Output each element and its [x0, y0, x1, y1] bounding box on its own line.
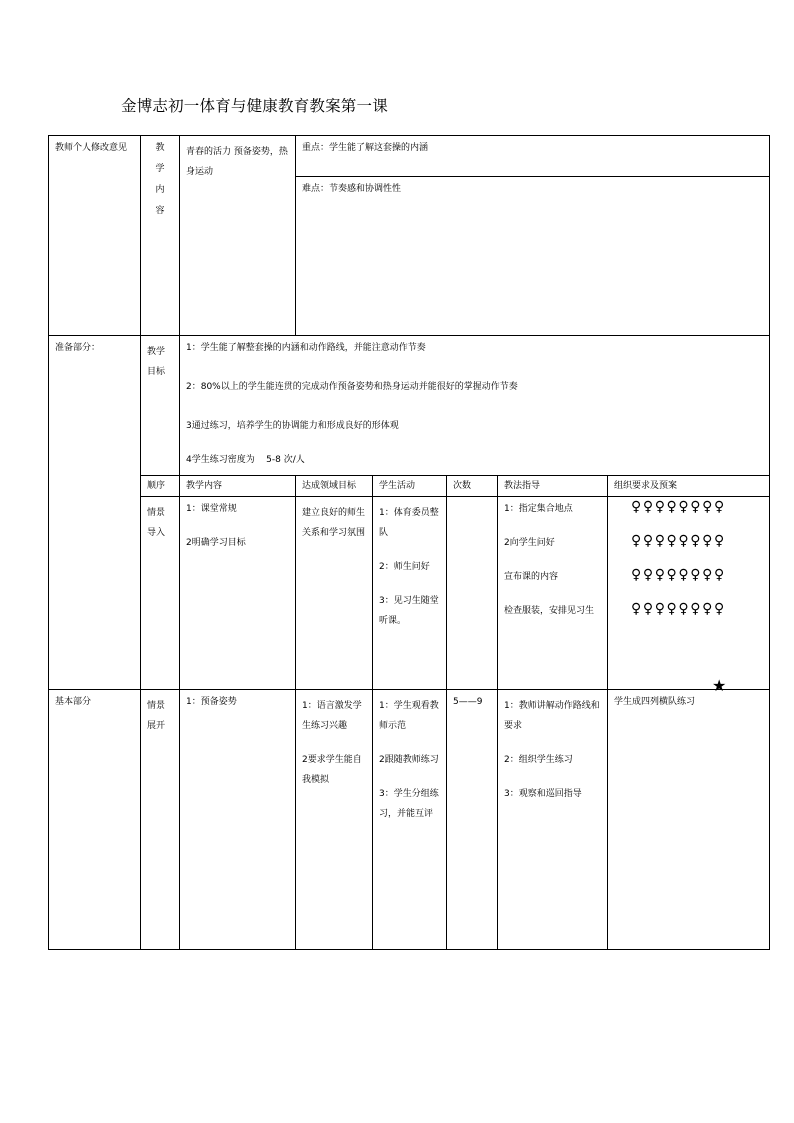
content-label-char: 教: [155, 143, 165, 153]
formation-diagram: [608, 497, 769, 695]
basic-goal-item: 2要求学生能自我模拟: [302, 755, 362, 785]
basic-order-cell: [141, 690, 180, 950]
basic-count: 5——9: [453, 697, 483, 707]
goals-cell: [180, 336, 770, 476]
intro-content-item: 1：课堂常规: [186, 504, 237, 514]
intro-guidance-item: 宣布课的内容: [504, 572, 559, 582]
intro-content-item: 2明确学习目标: [186, 538, 246, 548]
lesson-plan-table: [48, 135, 770, 950]
intro-guidance-item: 1：指定集合地点: [504, 504, 573, 514]
header-activity: 学生活动: [373, 476, 447, 497]
intro-guidance-item: 检查服装，安排见习生: [504, 606, 595, 616]
basic-order-line: 情景: [147, 701, 166, 711]
student-row: ♀♀♀♀♀♀♀♀: [631, 601, 726, 617]
goal-item: 4学生练习密度为 5-8 次/人: [186, 455, 305, 465]
basic-activity-cell: [373, 690, 447, 950]
prep-label: 准备部分：: [55, 343, 101, 353]
goal-item: 2：80%以上的学生能连贯的完成动作预备姿势和热身运动并能很好的掌握动作节奏: [186, 382, 518, 392]
goal-item: 3通过练习，培养学生的协调能力和形成良好的形体观: [186, 421, 399, 431]
header-count: 次数: [447, 476, 498, 497]
header-organization: 组织要求及预案: [608, 476, 770, 497]
student-row: ♀♀♀♀♀♀♀♀: [631, 533, 726, 549]
intro-goal-text: 建立良好的师生关系和学习氛围: [302, 508, 366, 538]
student-row: ♀♀♀♀♀♀♀♀: [631, 499, 726, 515]
intro-goal-cell: [296, 497, 373, 690]
intro-activity-item: 1：体育委员整队: [379, 508, 439, 538]
basic-guidance-item: 2：组织学生练习: [504, 755, 573, 765]
intro-count-cell: [447, 497, 498, 690]
goal-label-line: 目标: [147, 367, 166, 377]
basic-label: 基本部分: [55, 697, 92, 707]
basic-organization: 学生成四列横队练习: [614, 697, 696, 707]
basic-order-line: 展开: [147, 721, 166, 731]
intro-activity-item: 3：见习生随堂听课。: [379, 596, 439, 626]
header-guidance: 教法指导: [498, 476, 608, 497]
basic-activity-item: 1：学生观看教师示范: [379, 701, 439, 731]
intro-guidance-item: 2向学生问好: [504, 538, 555, 548]
basic-goal-item: 1：语言激发学生练习兴趣: [302, 701, 362, 731]
basic-content-cell: [180, 690, 296, 950]
basic-label-cell: [49, 690, 141, 950]
intro-activity-cell: [373, 497, 447, 690]
basic-guidance-item: 1：教师讲解动作路线和要求: [504, 701, 600, 731]
page-title: 金博志初一体育与健康教育教案第一课: [121, 97, 388, 115]
intro-guidance-cell: [498, 497, 608, 690]
difficulty-cell: [296, 177, 770, 336]
content-label-char: 容: [155, 206, 165, 216]
teacher-notes-label: 教师个人修改意见: [55, 143, 128, 153]
intro-order-cell: [141, 497, 180, 690]
key-point: 重点：学生能了解这套操的内涵: [302, 143, 429, 153]
goal-item: 1：学生能了解整套操的内涵和动作路线，并能注意动作节奏: [186, 343, 426, 353]
intro-order-line: 导入: [147, 528, 166, 538]
student-row: ♀♀♀♀♀♀♀♀: [631, 567, 726, 583]
basic-activity-item: 3：学生分组练习，并能互评: [379, 789, 439, 819]
header-content: 教学内容: [180, 476, 296, 497]
goal-label-line: 教学: [147, 347, 166, 357]
intro-order-line: 情景: [147, 508, 166, 518]
key-point-cell: [296, 136, 770, 177]
intro-activity-item: 2：师生问好: [379, 562, 430, 572]
content-label-char: 学: [155, 164, 165, 174]
basic-goal-cell: [296, 690, 373, 950]
content-label-cell: [141, 136, 180, 336]
basic-content: 1：预备姿势: [186, 697, 237, 707]
content-text: 青春的活力 预备姿势，热身运动: [186, 147, 288, 177]
teacher-notes-cell: [49, 136, 141, 336]
intro-content-cell: [180, 497, 296, 690]
header-order: 顺序: [141, 476, 180, 497]
basic-count-cell: [447, 690, 498, 950]
difficulty: 难点：节奏感和协调性性: [302, 184, 402, 194]
basic-activity-item: 2跟随教师练习: [379, 755, 439, 765]
formation-cell: [608, 497, 770, 695]
header-goal: 达成领域目标: [296, 476, 373, 497]
content-label-char: 内: [155, 185, 165, 195]
basic-guidance-cell: [498, 690, 608, 950]
content-text-cell: [180, 136, 296, 336]
prep-label-cell: [49, 336, 141, 690]
basic-organization-cell: [608, 690, 770, 950]
basic-guidance-item: 3：观察和巡回指导: [504, 789, 582, 799]
intro-count: [447, 497, 497, 503]
goal-label-cell: [141, 336, 180, 476]
teacher-star-icon: ★: [712, 676, 727, 695]
